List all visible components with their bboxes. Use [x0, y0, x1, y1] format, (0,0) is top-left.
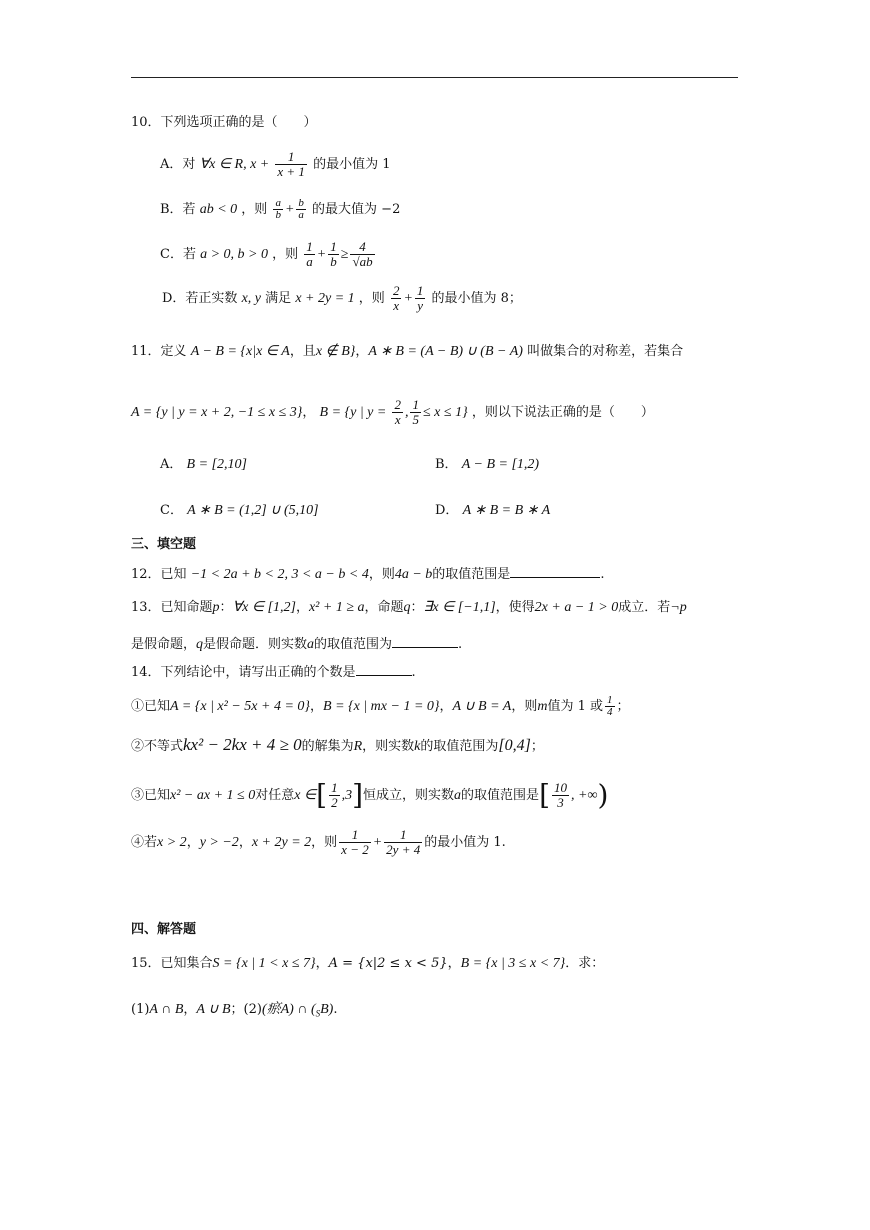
q10-stem: 10．下列选项正确的是（ ）: [131, 115, 317, 130]
q14-statement-3: ③已知x² − ax + 1 ≤ 0对任意x ∈[ $\frac{1}{2}$ ,3]恒成立，则实数a的取值范围是[ $\frac{10}{3}$ , +∞): [131, 778, 609, 812]
q14-statement-2: ②不等式kx² − 2kx + 4 ≥ 0的解集为R，则实数k的取值范围为[0,4]；: [131, 735, 544, 754]
q11-option-c: C． A ∗ B = (1,2] ∪ (5,10]: [160, 503, 319, 518]
q11-option-a: A． B = [2,10]: [160, 457, 247, 472]
q11-line2: A = {y | y = x + 2, −1 ≤ x ≤ 3}， B = {y | y = $\frac{2}{x}$ , $\frac{1}{5}$ ≤ x ≤ 1} ，则以下说法正确的是（ ）: [131, 397, 654, 427]
q15-parts: (1)A ∩ B，A ∪ B；(2)(瘀A) ∩ $(_SB)$.: [131, 1002, 338, 1019]
q11-line1: 11．定义 A − B = {x|x ∈ A，且x ∉ B}，A ∗ B = (A − B) ∪ (B − A) 叫做集合的对称差，若集合: [131, 344, 684, 359]
q10-option-d: D．若正实数 x, y 满足 x + 2y = 1 ，则 $\frac{2}{x}$ + $\frac{1}{y}$ 的最小值为 8；: [162, 283, 522, 313]
q14-statement-4: ④若x > 2，y > −2，x + 2y = 2，则 $\frac{1}{x - 2}$ + $\frac{1}{2y + 4}$ 的最小值为 1.: [131, 827, 506, 857]
q13-line2: 是假命题，q是假命题．则实数a的取值范围为 .: [131, 633, 462, 655]
q14-stem: 14．下列结论中，请写出正确的个数是 .: [131, 661, 416, 683]
section-heading-solve: 四、解答题: [131, 922, 197, 937]
q10-option-b: B．若 ab < 0 ，则 $\frac{a}{b}$ + $\frac{b}{a}$ 的最大值为 −2: [160, 197, 401, 221]
q12-answer-blank[interactable]: [510, 563, 600, 578]
q14-statement-1: ①已知A = {x | x² − 5x + 4 = 0}，B = {x | mx − 1 = 0}，A ∪ B = A，则m值为 1 或 $\frac{1}{4}$ ；: [131, 694, 630, 718]
q11-option-d: D． A ∗ B = B ∗ A: [435, 503, 551, 518]
q10-option-c: C．若 a > 0, b > 0 ，则 $\frac{1}{a}$ + $\frac{1}{b}$ ≥ $\frac{4}{√ab}$: [160, 239, 373, 269]
header-rule: [131, 77, 738, 78]
q12: 12．已知 −1 < 2a + b < 2, 3 < a − b < 4，则4a − b的取值范围是 .: [131, 563, 604, 585]
q15-stem: 15．已知集合S = {x | 1 < x ≤ 7}，A = {x|2 ≤ x < 5}，B = {x | 3 ≤ x < 7}．求：: [131, 956, 605, 971]
q14-answer-blank[interactable]: [356, 661, 412, 676]
section-heading-fill-in: 三、填空题: [131, 537, 197, 552]
q13-line1: 13．已知命题p：∀x ∈ [1,2]，x² + 1 ≥ a，命题q：∃x ∈ [−1,1]，使得2x + a − 1 > 0成立．若¬p: [131, 600, 687, 615]
q10-option-a: A．对 ∀x ∈ R, x + $\frac{1}{x + 1}$ 的最小值为 1: [160, 149, 391, 179]
q13-answer-blank[interactable]: [392, 633, 458, 648]
q11-option-b: B． A − B = [1,2): [435, 457, 540, 472]
